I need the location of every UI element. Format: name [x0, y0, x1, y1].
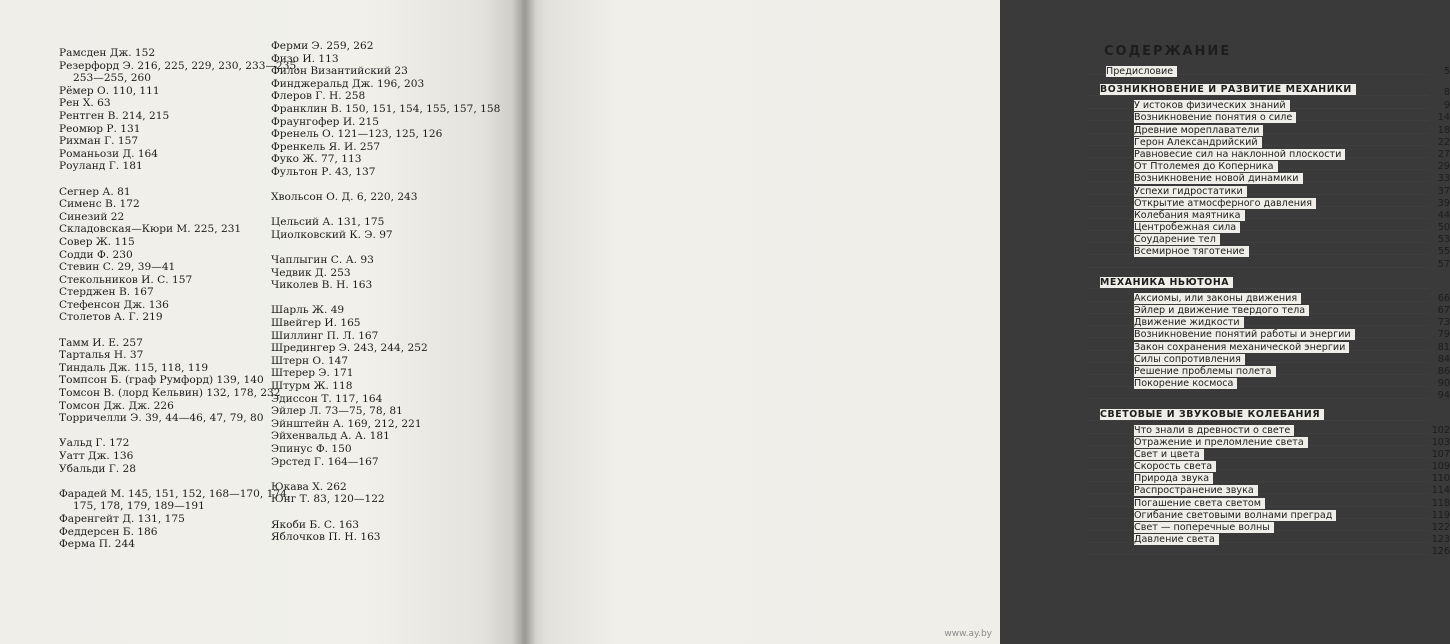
- index-gap: [59, 324, 300, 337]
- index-entry: Сименс В. 172: [59, 198, 140, 211]
- contents-entry-page: 50: [1437, 222, 1450, 234]
- contents-entry-page: 8: [1443, 87, 1450, 99]
- index-gap: [271, 468, 500, 481]
- contents-entry: [1090, 485, 1450, 497]
- contents-entry: [1090, 498, 1450, 510]
- index-entry: Резерфорд Э. 216, 225, 229, 230, 233—235,: [59, 59, 300, 72]
- index-entry: Рихман Г. 157: [59, 135, 139, 148]
- contents-entry: [1090, 112, 1450, 124]
- leader-dots: [1090, 398, 1428, 399]
- contents-entry-page: 73: [1437, 317, 1450, 329]
- contents-entry-title: Погашение света светом: [1134, 498, 1265, 509]
- contents-entry: [1090, 186, 1450, 198]
- index-entry: Френель О. 121—123, 125, 126: [271, 128, 443, 141]
- index-entry: Томсон В. (лорд Кельвин) 132, 178, 232: [59, 387, 281, 400]
- contents-entry: [1090, 305, 1450, 317]
- contents-entry-title: Закон сохранения механической энергии: [1134, 342, 1349, 353]
- index-entry: Ферма П. 244: [59, 538, 135, 551]
- contents-entry-title: СВЕТОВЫЕ И ЗВУКОВЫЕ КОЛЕБАНИЯ: [1100, 409, 1324, 420]
- contents-entry-page: 84: [1437, 353, 1450, 365]
- leader-dots: [1090, 95, 1428, 96]
- contents-entry-page: 27: [1437, 148, 1450, 160]
- index-entry: Швейгер И. 165: [271, 317, 361, 330]
- contents-entry-title: Свет — поперечные волны: [1134, 522, 1274, 533]
- contents-entry-title: Давление света: [1134, 534, 1219, 545]
- contents-entry-title: ВОЗНИКНОВЕНИЕ И РАЗВИТИЕ МЕХАНИКИ: [1100, 84, 1356, 95]
- contents-entry-page: 5: [1443, 66, 1450, 77]
- index-entry: Фультон Р. 43, 137: [271, 165, 376, 178]
- right-page-contents: [522, 0, 1450, 644]
- contents-entry: [1090, 390, 1450, 402]
- contents-entry: [1090, 473, 1450, 485]
- leader-dots: [1090, 420, 1428, 421]
- index-entry: Яблочков П. Н. 163: [271, 531, 381, 544]
- contents-entry-title: Что знали в древности о свете: [1134, 425, 1294, 436]
- index-entry: Цельсий А. 131, 175: [271, 216, 385, 229]
- index-entry: Фуко Ж. 77, 113: [271, 153, 362, 166]
- index-entry: Совер Ж. 115: [59, 235, 135, 248]
- index-entry: Эйлер Л. 73—75, 78, 81: [271, 405, 403, 418]
- index-entry: Штурм Ж. 118: [271, 380, 353, 393]
- contents-entry-title: Всемирное тяготение: [1134, 246, 1249, 257]
- index-entry: Торричелли Э. 39, 44—46, 47, 79, 80: [59, 412, 264, 425]
- watermark: www.ay.by: [944, 629, 992, 639]
- index-entry: Рен Х. 63: [59, 97, 111, 110]
- index-entry: Стекольников И. С. 157: [59, 273, 193, 286]
- contents-entry-page: 22: [1437, 136, 1450, 148]
- contents-section: [1090, 277, 1450, 293]
- contents-entry: [1090, 66, 1450, 78]
- contents-entry: [1090, 522, 1450, 534]
- left-page-index: [0, 0, 522, 644]
- contents-entry-title: У истоков физических знаний: [1134, 100, 1290, 111]
- index-entry: Флеров Г. Н. 258: [271, 90, 366, 103]
- index-entry: Юкава Х. 262: [271, 480, 347, 493]
- contents-entry-page: 33: [1437, 173, 1450, 185]
- contents-entry-title: Открытие атмосферного давления: [1134, 198, 1316, 209]
- index-entry: Френкель Я. И. 257: [271, 140, 381, 153]
- index-entry: 175, 178, 179, 189—191: [73, 500, 205, 513]
- index-entry: Рентген В. 214, 215: [59, 109, 170, 122]
- contents-entry-page: 53: [1437, 234, 1450, 246]
- index-entry: Шарль Ж. 49: [271, 304, 345, 317]
- index-entry: Фаренгейт Д. 131, 175: [59, 512, 185, 525]
- contents-entry-page: 39: [1437, 197, 1450, 209]
- index-entry: Филон Византийский 23: [271, 65, 408, 78]
- contents-entry-page: 109: [1431, 461, 1450, 473]
- index-entry: Чаплыгин С. А. 93: [271, 254, 374, 267]
- contents-entry-title: Центробежная сила: [1134, 222, 1240, 233]
- contents-entry-page: 67: [1437, 305, 1450, 316]
- contents-entry-page: 123: [1431, 534, 1450, 546]
- contents-entry: [1090, 246, 1450, 258]
- contents-entry-page: 122: [1431, 522, 1450, 533]
- index-gap: [59, 425, 300, 438]
- contents-entry: [1090, 461, 1450, 473]
- index-entry: Тарталья Н. 37: [59, 349, 144, 362]
- index-entry: Томсон Дж. Дж. 226: [59, 399, 174, 412]
- book-gutter: [512, 0, 536, 644]
- contents-entry-title: Возникновение новой динамики: [1134, 173, 1303, 184]
- index-entry: Чиколев В. Н. 163: [271, 279, 373, 292]
- index-entry: Складовская—Кюри М. 225, 231: [59, 223, 242, 236]
- contents-entry-page: 14: [1437, 112, 1450, 124]
- contents-entry-page: 102: [1431, 424, 1450, 436]
- index-entry: Хвольсон О. Д. 6, 220, 243: [271, 191, 418, 204]
- index-gap: [271, 506, 500, 519]
- contents-entry-title: От Птолемея до Коперника: [1134, 161, 1278, 172]
- contents-entry-page: 118: [1431, 497, 1450, 509]
- index-entry: Убальди Г. 28: [59, 462, 137, 475]
- index-entry: Стефенсон Дж. 136: [59, 298, 169, 311]
- contents-entry: [1090, 149, 1450, 161]
- contents-entry-title: Скорость света: [1134, 461, 1216, 472]
- contents-entry-title: Успехи гидростатики: [1134, 186, 1247, 197]
- index-entry: Рамсден Дж. 152: [59, 47, 156, 59]
- index-entry: Шредингер Э. 243, 244, 252: [271, 342, 428, 355]
- contents-entry-title: Возникновение понятия о силе: [1134, 112, 1296, 123]
- contents-entry-page: 37: [1437, 185, 1450, 197]
- contents-entry: [1090, 100, 1450, 112]
- leader-dots: [1090, 288, 1428, 289]
- contents-entry-title: Равновесие сил на наклонной плоскости: [1134, 149, 1345, 160]
- contents-entry-page: 110: [1431, 473, 1450, 485]
- index-gap: [59, 173, 300, 186]
- index-entry: Штерер Э. 171: [271, 367, 354, 380]
- index-entry: Эйхенвальд А. А. 181: [271, 430, 390, 443]
- index-column-left: [59, 47, 300, 551]
- contents-entry-title: Аксиомы, или законы движения: [1134, 293, 1301, 304]
- index-entry: Сегнер А. 81: [59, 185, 131, 198]
- index-entry: 253—255, 260: [73, 72, 151, 85]
- index-entry: Роуланд Г. 181: [59, 160, 143, 173]
- contents-entry: [1090, 293, 1450, 305]
- contents-entry: [1090, 125, 1450, 137]
- table-of-contents: [1090, 44, 1450, 559]
- contents-entry-page: 18: [1437, 124, 1450, 136]
- contents-entry-page: 57: [1437, 258, 1450, 270]
- contents-entry: [1090, 173, 1450, 185]
- index-entry: Уальд Г. 172: [59, 437, 130, 450]
- index-entry: Якоби Б. С. 163: [271, 518, 359, 531]
- contents-entry-title: Соударение тел: [1134, 234, 1220, 245]
- contents-entry-page: 79: [1437, 329, 1450, 341]
- contents-entry-page: 107: [1431, 448, 1450, 460]
- index-entry: Эдиссон Т. 117, 164: [271, 392, 383, 405]
- contents-entry-title: МЕХАНИКА НЬЮТОНА: [1100, 277, 1233, 288]
- contents-list: [1090, 66, 1450, 559]
- contents-entry: [1090, 161, 1450, 173]
- index-entry: Фраунгофер И. 215: [271, 115, 380, 128]
- index-entry: Феддерсен Б. 186: [59, 525, 158, 538]
- contents-entry-page: 119: [1431, 509, 1450, 521]
- contents-entry-page: 94: [1437, 390, 1450, 402]
- contents-entry: [1090, 342, 1450, 354]
- contents-entry: [1090, 437, 1450, 449]
- index-entry: Эрстед Г. 164—167: [271, 455, 379, 468]
- contents-section: [1090, 409, 1450, 425]
- contents-entry: [1090, 354, 1450, 366]
- contents-entry-page: 114: [1431, 485, 1450, 497]
- contents-entry: [1090, 259, 1450, 271]
- contents-entry-page: 86: [1437, 365, 1450, 377]
- index-entry: Эйнштейн А. 169, 212, 221: [271, 417, 422, 430]
- contents-entry-title: Природа звука: [1134, 473, 1213, 484]
- contents-entry-title: Древние мореплаватели: [1134, 125, 1263, 136]
- contents-entry-page: 66: [1437, 292, 1450, 304]
- contents-entry-title: Распространение звука: [1134, 485, 1258, 496]
- index-entry: Циолковский К. Э. 97: [271, 228, 393, 241]
- index-entry: Стевин С. 29, 39—41: [59, 261, 176, 274]
- index-entry: Столетов А. Г. 219: [59, 311, 163, 324]
- leader-dots: [1090, 267, 1428, 268]
- leader-dots: [1090, 554, 1428, 555]
- index-entry: Реомюр Р. 131: [59, 122, 141, 135]
- contents-entry-page: 81: [1437, 341, 1450, 353]
- contents-entry-title: Огибание световыми волнами преград: [1134, 510, 1336, 521]
- contents-entry-page: 9: [1443, 100, 1450, 112]
- contents-entry: [1090, 425, 1450, 437]
- contents-entry-page: 44: [1437, 209, 1450, 221]
- contents-entry-page: 55: [1437, 246, 1450, 258]
- index-entry: Тиндаль Дж. 115, 118, 119: [59, 361, 209, 374]
- contents-entry: [1090, 510, 1450, 522]
- contents-entry-title: Свет и цвета: [1134, 449, 1204, 460]
- contents-entry-title: Колебания маятника: [1134, 210, 1245, 221]
- index-entry: Стерджен В. 167: [59, 286, 154, 299]
- index-entry: Шиллинг П. Л. 167: [271, 329, 379, 342]
- contents-entry-page: 103: [1431, 436, 1450, 448]
- index-column-right: [271, 40, 500, 544]
- index-entry: Франклин В. 150, 151, 154, 155, 157, 158: [271, 102, 501, 115]
- contents-entry: [1090, 137, 1450, 149]
- contents-entry-title: Силы сопротивления: [1134, 354, 1245, 365]
- contents-entry-title: Отражение и преломление света: [1134, 437, 1308, 448]
- contents-entry: [1090, 222, 1450, 234]
- contents-entry-title: Эйлер и движение твердого тела: [1134, 305, 1309, 316]
- contents-entry-page: 90: [1437, 378, 1450, 390]
- contents-entry: [1090, 198, 1450, 210]
- contents-entry: [1090, 210, 1450, 222]
- contents-entry-title: Возникновение понятий работы и энергии: [1134, 329, 1355, 340]
- index-entry: Содди Ф. 230: [59, 248, 133, 261]
- contents-entry: [1090, 534, 1450, 546]
- index-entry: Томпсон Б. (граф Румфорд) 139, 140: [59, 374, 264, 387]
- index-entry: Штерн О. 147: [271, 354, 349, 367]
- index-entry: Рёмер О. 110, 111: [59, 84, 160, 97]
- index-entry: Юнг Т. 83, 120—122: [271, 493, 385, 506]
- index-gap: [271, 179, 500, 192]
- index-gap: [59, 475, 300, 488]
- index-gap: [271, 204, 500, 217]
- contents-entry-title: Предисловие: [1106, 66, 1177, 77]
- index-gap: [271, 292, 500, 305]
- index-entry: Тамм И. Е. 257: [59, 336, 143, 349]
- index-entry: Эпинус Ф. 150: [271, 443, 352, 455]
- contents-entry: [1090, 449, 1450, 461]
- contents-title: СОДЕРЖАНИЕ: [1104, 44, 1232, 59]
- contents-entry-title: Движение жидкости: [1134, 317, 1244, 328]
- contents-entry: [1090, 329, 1450, 341]
- contents-entry: [1090, 546, 1450, 558]
- index-entry: Романьози Д. 164: [59, 147, 159, 160]
- index-entry: Чедвик Д. 253: [271, 266, 351, 279]
- contents-entry-title: Герон Александрийский: [1134, 137, 1262, 148]
- contents-entry: [1090, 378, 1450, 390]
- contents-entry-title: Решение проблемы полета: [1134, 366, 1276, 377]
- contents-entry: [1090, 234, 1450, 246]
- index-entry: Финджеральд Дж. 196, 203: [271, 77, 425, 90]
- contents-entry: [1090, 317, 1450, 329]
- contents-section: [1090, 84, 1450, 100]
- index-entry: Синезий 22: [59, 210, 125, 223]
- index-entry: Уатт Дж. 136: [59, 450, 134, 462]
- index-entry: Физо И. 113: [271, 52, 339, 65]
- contents-entry-page: 29: [1437, 161, 1450, 173]
- index-entry: Ферми Э. 259, 262: [271, 40, 374, 52]
- index-entry: Фарадей М. 145, 151, 152, 168—170, 174,: [59, 487, 291, 500]
- index-gap: [271, 242, 500, 255]
- contents-entry-page: 126: [1431, 546, 1450, 558]
- contents-entry: [1090, 366, 1450, 378]
- contents-entry-title: Покорение космоса: [1134, 378, 1237, 389]
